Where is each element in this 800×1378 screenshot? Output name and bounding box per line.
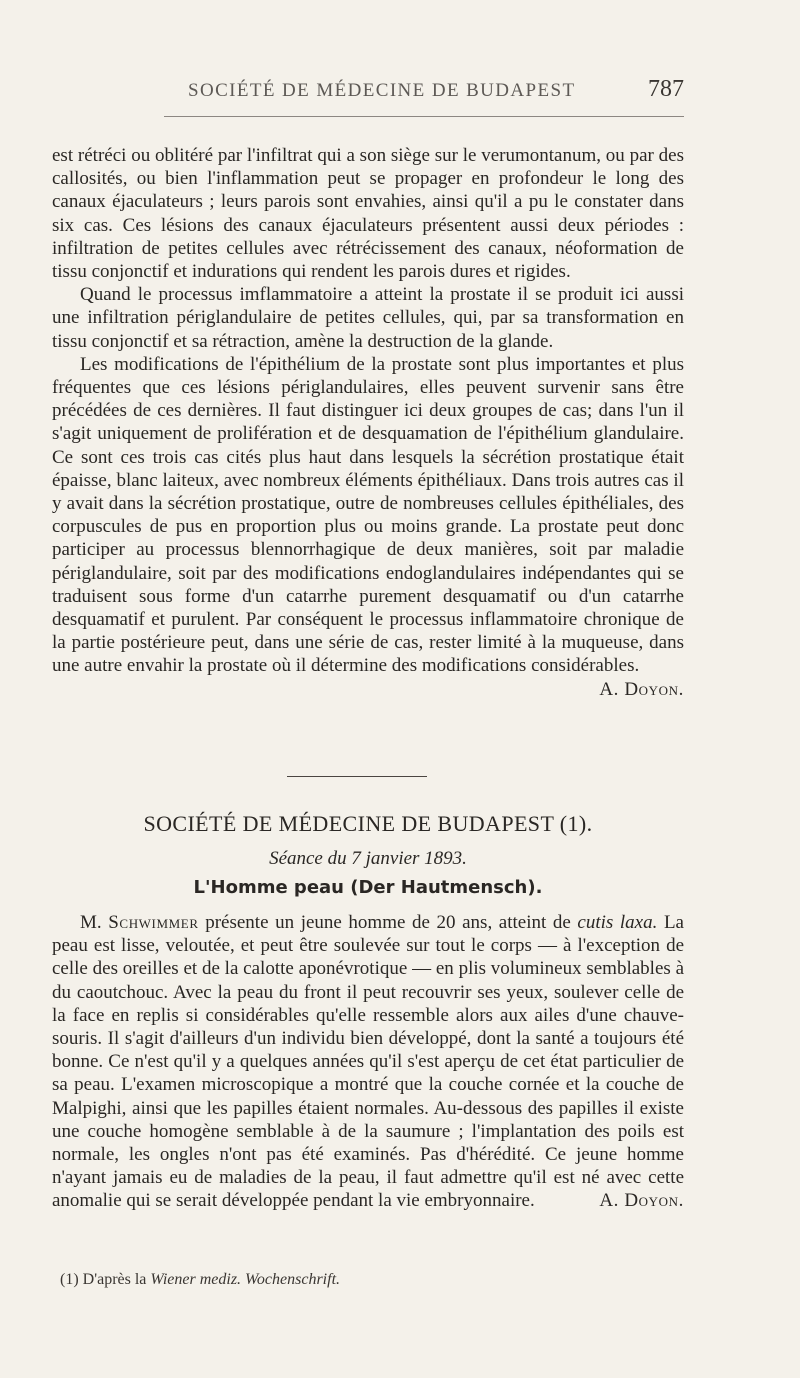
running-head-title: SOCIÉTÉ DE MÉDECINE DE BUDAPEST (188, 80, 576, 101)
header-rule (164, 116, 684, 117)
article-hautmensch (52, 911, 684, 1213)
footnote (60, 1271, 340, 1289)
body-text: La peau est lisse, veloutée, et peut être soulevée sur tout le corps — à l'exception de celle des oreilles et de la calotte aponévrotique — en plis volumineux semblables à du caoutchouc. Avec la peau du front il peut recouvrir ses yeux, soulever celle de la face en replis si considérables qu'elle ressemble alors aux ailes d'une chauve-souris. Il s'agit d'ailleurs d'un individu bien développé, dont la santé a toujours été bonne. Ce n'est qu'il y a quelques années qu'il s'est aperçu de cet état particulier de sa peau. L'examen microscopique a montré que la couche cornée et la couche de Malpighi, ainsi que les papilles étaient normales. Au-dessous des papilles il existe une couche homogène semblable à de la saumure ; l'implantation des poils est normale, les ongles n'ont pas été examinés. Pas d'hérédité. Ce jeune homme n'ayant jamais eu de maladies de la peau, il faut admettre qu'il est né avec cette anomalie qui se serait développée pendant la vie embryonnaire. (52, 912, 684, 1212)
signature-doyon-1: A. Doyon. (599, 678, 684, 700)
signature-doyon-2: A. Doyon. (599, 1190, 684, 1212)
intro-text: présente un jeune homme de 20 ans, atteint de (205, 912, 571, 933)
paragraph-intro (52, 911, 684, 1213)
page-number: 787 (648, 76, 684, 102)
paragraph-3 (52, 353, 684, 700)
article-doyon-prostate (52, 144, 684, 701)
footnote-prefix: (1) D'après la (60, 1271, 147, 1288)
running-head (0, 74, 800, 104)
author-name: Schwimmer (108, 912, 199, 933)
paragraph-2: Quand le processus imflammatoire a atteint la prostate il se produit ici aussi une infiltration périglandulaire de petites cellules, qui, par sa transformation en tissu conjonctif et sa rétraction, amène la destruction de la glande. (52, 284, 684, 352)
section-divider (287, 776, 427, 777)
paragraph-3-text: Les modifications de l'épithélium de la prostate sont plus importantes et plus fréquentes que ces lésions périglandulaires, elles peuvent survenir sans être précédées de ces dernières. Il faut distinguer ici deux groupes de cas; dans l'un il s'agit uniquement de prolifération et de desquamation de l'épithélium glandulaire. Ce sont ces trois cas cités plus haut dans lesquels la sécrétion prostatique était épaisse, blanc laiteux, avec nombreux éléments épithéliaux. Dans trois autres cas il y avait dans la sécrétion prostatique, outre de nombreuses cellules épithéliales, des corpuscules de pus en proportion plus ou moins grande. La prostate peut donc participer au processus blennorrhagique de deux manières, soit par maladie périglandulaire, soit par des modifications endoglandulaires indépendantes qui se traduisent sous forme d'un catarrhe purement desquamatif ou d'un catarrhe desquamatif et purulent. Par conséquent le processus inflammatoire chronique de la partie postérieure peut, dans une série de cas, rester limité à la muqueuse, dans une autre envahir la prostate où il détermine des modifications considérables. (52, 353, 684, 677)
footnote-source: Wiener mediz. Wochenschrift. (150, 1271, 341, 1288)
section-title: SOCIÉTÉ DE MÉDECINE DE BUDAPEST (1). (143, 811, 593, 836)
diagnosis: cutis laxa. (577, 912, 658, 933)
article-subtitle: L'Homme peau (Der Hautmensch). (193, 877, 543, 898)
paragraph-1: est rétréci ou oblitéré par l'infiltrat qui a son siège sur le verumontanum, ou par des callosités, ou bien l'inflammation peut se propager en profondeur le long des canaux éjaculateurs ; leurs parois sont envahies, ainsi qu'il a pu le constater dans six cas. Ces lésions des canaux éjaculateurs présentent aussi deux périodes : infiltration de petites cellules avec rétrécissement des canaux, néoformation de tissu conjonctif et indurations qui rendent les parois dures et rigides. (52, 145, 684, 283)
session-date: Séance du 7 janvier 1893. (269, 848, 467, 869)
intro-prefix: M. (80, 912, 102, 933)
